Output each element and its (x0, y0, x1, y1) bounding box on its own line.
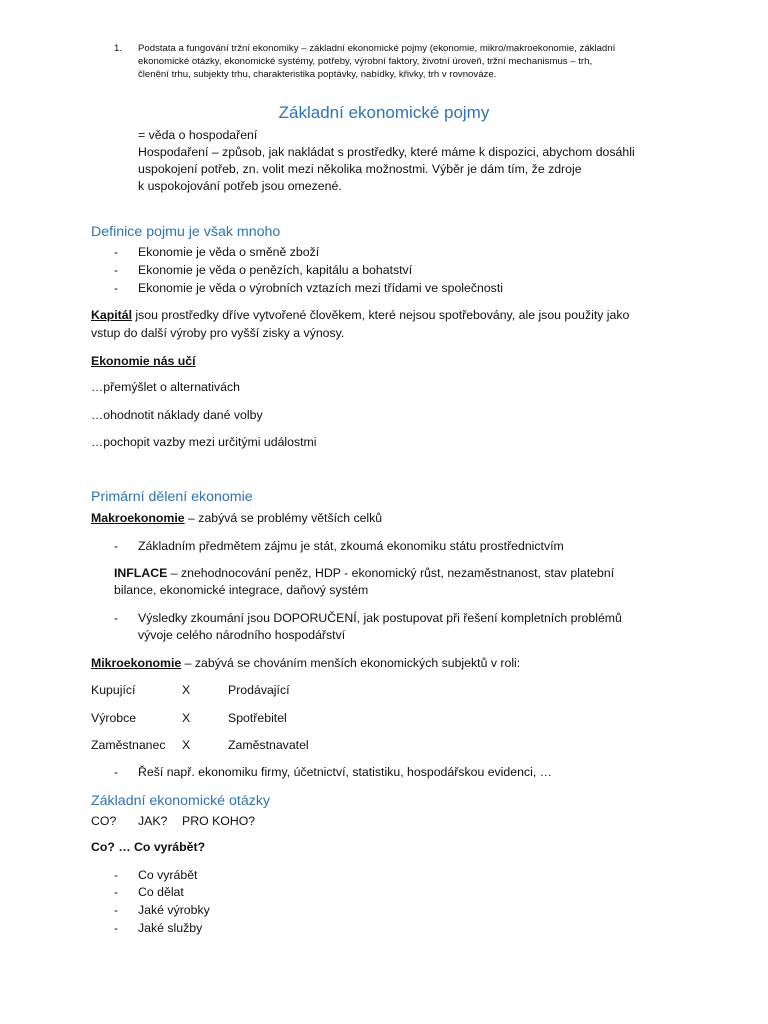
intro-line: členění trhu, subjekty trhu, charakteristika poptávky, nabídky, křivky, trh v rovnováze. (138, 69, 497, 80)
bullet-dash: - (114, 539, 119, 553)
macro-desc: – zabývá se problémy větších celků (184, 511, 383, 525)
bullet-dash: - (114, 245, 119, 259)
co-heading: Co? … Co vyrábět? (91, 840, 206, 854)
inflace-line (114, 564, 614, 582)
pair-right: Prodávající (228, 683, 290, 697)
bullet-dash: - (114, 903, 119, 917)
list-item: Jaké služby (138, 921, 203, 935)
definition-line: k uspokojování potřeb jsou omezené. (138, 179, 342, 193)
micro-desc: – zabývá se chováním menších ekonomických subjektů v roli: (181, 656, 521, 670)
pair-left: Zaměstnanec (91, 738, 166, 752)
list-item: Co vyrábět (138, 868, 198, 882)
list-item: Ekonomie je věda o směně zboží (138, 245, 320, 259)
intro-line: ekonomické otázky, ekonomické systémy, potřeby, výrobní faktory, životní úroveň, tržní mechanismus – trh, (138, 56, 593, 67)
kapital-line (91, 306, 629, 324)
macro-line (91, 509, 382, 527)
bullet-dash: - (114, 611, 119, 625)
page-title: Základní ekonomické pojmy (278, 103, 490, 122)
teaches-item: …přemýšlet o alternativách (91, 380, 240, 394)
pair-right: Zaměstnavatel (228, 738, 309, 752)
pair-left: Kupující (91, 683, 136, 697)
section-heading: Primární dělení ekonomie (91, 489, 253, 505)
pair-sep: X (182, 683, 191, 697)
list-item: Základním předmětem zájmu je stát, zkoumá ekonomiku státu prostřednictvím (138, 539, 564, 553)
inflace-term: INFLACE (114, 566, 168, 580)
list-item: Ekonomie je věda o výrobních vztazích mezi třídami ve společnosti (138, 281, 503, 295)
list-item-continuation: vývoje celého národního hospodářství (138, 628, 346, 642)
kapital-line-2: vstup do další výroby pro vyšší zisky a výnosy. (91, 326, 345, 340)
kapital-text: jsou prostředky dříve vytvořené člověkem, které nejsou spotřebovány, ale jsou použity jako (132, 308, 630, 322)
kapital-term: Kapitál (91, 308, 132, 322)
micro-term: Mikroekonomie (91, 656, 182, 670)
bullet-dash: - (114, 921, 119, 935)
pair-sep: X (182, 711, 191, 725)
list-item: Jaké výrobky (138, 903, 210, 917)
bullet-dash: - (114, 765, 119, 779)
list-number: 1. (114, 43, 123, 54)
definition-line: uspokojení potřeb, zn. volit mezi několika možnostmi. Výběr je dám tím, že zdroje (138, 162, 582, 176)
pair-right: Spotřebitel (228, 711, 287, 725)
macro-term: Makroekonomie (91, 511, 185, 525)
bullet-dash: - (114, 885, 119, 899)
section-heading: Základní ekonomické otázky (91, 793, 271, 809)
list-item: Výsledky zkoumání jsou DOPORUČENÍ, jak postupovat při řešení kompletních problémů (138, 611, 622, 625)
pair-sep: X (182, 738, 191, 752)
intro-line: Podstata a fungování tržní ekonomiky – základní ekonomické pojmy (ekonomie, mikro/makroekonomie, základní (138, 43, 616, 54)
definition-line: Hospodaření – způsob, jak nakládat s prostředky, které máme k dispozici, abychom dosáhli (138, 145, 635, 159)
question-jak: JAK? (138, 814, 168, 828)
section-heading: Definice pojmu je však mnoho (91, 224, 281, 240)
list-item: Co dělat (138, 885, 184, 899)
question-co: CO? (91, 814, 117, 828)
bullet-dash: - (114, 868, 119, 882)
inflace-line-2: bilance, ekonomické integrace, daňový systém (114, 583, 369, 597)
teaches-item: …ohodnotit náklady dané volby (91, 408, 263, 422)
list-item: Řeší např. ekonomiku firmy, účetnictví, statistiku, hospodářskou evidenci, … (138, 765, 552, 779)
definition-line: = věda o hospodaření (138, 128, 258, 142)
teaches-item: …pochopit vazby mezi určitými událostmi (91, 435, 317, 449)
bullet-dash: - (114, 281, 119, 295)
question-pro-koho: PRO KOHO? (182, 814, 256, 828)
bullet-dash: - (114, 263, 119, 277)
list-item: Ekonomie je věda o penězích, kapitálu a bohatství (138, 263, 413, 277)
teaches-heading: Ekonomie nás učí (91, 354, 196, 368)
micro-line (91, 654, 520, 672)
pair-left: Výrobce (91, 711, 137, 725)
inflace-text: – znehodnocování peněz, HDP - ekonomický růst, nezaměstnanost, stav platební (167, 566, 615, 580)
